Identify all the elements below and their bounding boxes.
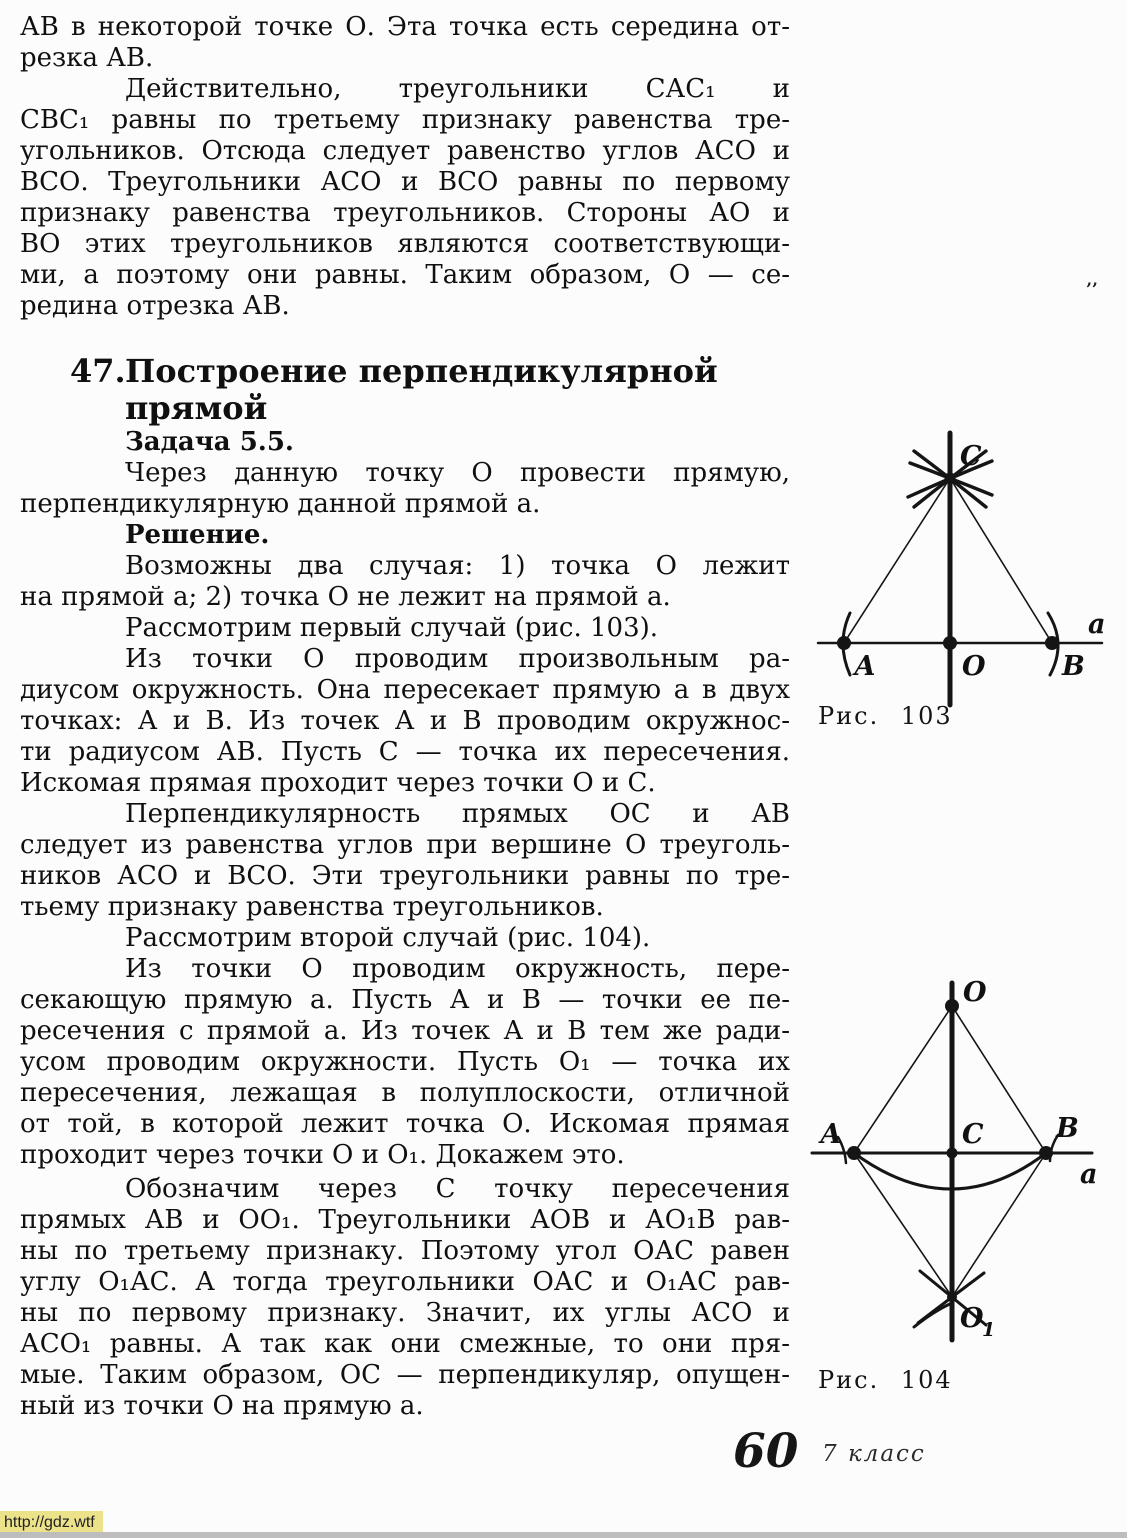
figure-104-drawing bbox=[800, 975, 1100, 1350]
point-o-dot bbox=[943, 636, 957, 650]
figure-103-caption: Рис. 103 bbox=[818, 702, 953, 730]
label-o: О bbox=[963, 977, 987, 1008]
label-c: С bbox=[960, 441, 982, 472]
point-c-dot bbox=[947, 1148, 958, 1159]
text-line: Решение. bbox=[125, 520, 270, 550]
segment-bo1 bbox=[952, 1153, 1046, 1297]
text-line: проходит через точки О и О₁. Докажем это. bbox=[20, 1140, 625, 1170]
scan-artifact-marks: ’’ bbox=[1086, 280, 1098, 300]
text-line: ны по третьему признаку. Поэтому угол ОАС равен bbox=[20, 1236, 790, 1266]
watermark-url: http://gdz.wtf bbox=[0, 1511, 103, 1536]
point-a-dot bbox=[837, 636, 851, 650]
section-title-line2: прямой bbox=[125, 389, 268, 427]
page-number: 60 bbox=[733, 1424, 799, 1479]
text-line: Обозначим через С точку пересечения bbox=[125, 1174, 790, 1204]
paragraph-block-top bbox=[20, 12, 790, 322]
text-line: Задача 5.5. bbox=[125, 427, 294, 457]
text-line: прямых АВ и ОО₁. Треугольники АОВ и АО₁В рав- bbox=[20, 1205, 790, 1235]
label-line-a: а bbox=[1080, 1159, 1098, 1190]
text-line: ников АСО и ВСО. Эти треугольники равны по тре- bbox=[20, 861, 790, 891]
label-a-point: А bbox=[854, 651, 876, 682]
text-line: Перпендикулярность прямых ОС и АВ bbox=[125, 799, 790, 829]
text-line: от той, в которой лежит точка О. Искомая прямая bbox=[20, 1109, 790, 1139]
section-title-line1: Построение перпендикулярной bbox=[125, 352, 718, 390]
section-title bbox=[125, 353, 718, 427]
text-line: резка АВ. bbox=[20, 43, 154, 73]
text-line: Действительно, треугольники САС₁ и bbox=[125, 74, 790, 104]
text-line: Возможны два случая: 1) точка О лежит bbox=[125, 551, 790, 581]
text-line: АСО₁ равны. А так как они смежные, то они пря- bbox=[20, 1329, 790, 1359]
label-line-a: а bbox=[1088, 609, 1106, 640]
footer-class-label: 7 класс bbox=[822, 1441, 926, 1467]
text-line: перпендикулярную данной прямой а. bbox=[20, 489, 541, 519]
text-line: усом проводим окружности. Пусть О₁ — точка их bbox=[20, 1047, 790, 1077]
text-line: ми, а поэтому они равны. Таким образом, О — се- bbox=[20, 260, 790, 290]
figure-104 bbox=[800, 975, 1100, 1350]
text-line: Из точки О проводим произвольным ра- bbox=[125, 644, 790, 674]
text-line: Искомая прямая проходит через точки О и С. bbox=[20, 768, 656, 798]
text-line: ны по первому признаку. Значит, их углы АСО и bbox=[20, 1298, 790, 1328]
text-line: Рассмотрим второй случай (рис. 104). bbox=[125, 923, 651, 953]
label-b-point: В bbox=[1056, 1113, 1079, 1144]
point-b-dot bbox=[1045, 636, 1059, 650]
text-line: редина отрезка АВ. bbox=[20, 291, 290, 321]
text-line: ти радиусом АВ. Пусть С — точка их пересечения. bbox=[20, 737, 790, 767]
label-c: С bbox=[962, 1119, 984, 1150]
text-line: следует из равенства углов при вершине О треуголь- bbox=[20, 830, 790, 860]
text-line: Из точки О проводим окружность, пере- bbox=[125, 954, 790, 984]
text-line: диусом окружность. Она пересекает прямую а в двух bbox=[20, 675, 790, 705]
text-line: точках: А и В. Из точек А и В проводим окружнос- bbox=[20, 706, 790, 736]
text-line: ресечения с прямой а. Из точек А и В тем же ради- bbox=[20, 1016, 790, 1046]
text-line: ВСО. Треугольники АСО и ВСО равны по первому bbox=[20, 167, 790, 197]
label-a-point: А bbox=[820, 1119, 842, 1150]
text-line: Через данную точку О провести прямую, bbox=[125, 458, 790, 488]
label-o1-subscript: 1 bbox=[982, 1319, 996, 1341]
text-column bbox=[20, 12, 790, 1422]
segment-bc bbox=[950, 478, 1052, 643]
text-line: СВС₁ равны по третьему признаку равенства тре- bbox=[20, 105, 790, 135]
paragraph-block-main bbox=[20, 427, 790, 1422]
label-b-point: В bbox=[1062, 651, 1085, 682]
point-o-dot bbox=[945, 999, 959, 1013]
section-number: 47. bbox=[70, 352, 126, 390]
point-a-dot bbox=[847, 1146, 861, 1160]
text-line: угольников. Отсюда следует равенство углов АСО и bbox=[20, 136, 790, 166]
text-line: признаку равенства треугольников. Стороны АО и bbox=[20, 198, 790, 228]
point-o1-dot bbox=[947, 1292, 957, 1302]
scan-edge-strip bbox=[0, 1532, 1127, 1538]
text-line: Рассмотрим первый случай (рис. 103). bbox=[125, 613, 659, 643]
section-heading bbox=[20, 353, 790, 427]
text-line: тьему признаку равенства треугольников. bbox=[20, 892, 604, 922]
text-line: ВО этих треугольников являются соответствующи- bbox=[20, 229, 790, 259]
segment-oa bbox=[854, 1006, 952, 1153]
text-line: АВ в некоторой точке О. Эта точка есть середина от- bbox=[20, 12, 790, 42]
arc-ticks-a-b bbox=[838, 1135, 1058, 1163]
text-line: углу О₁АС. А тогда треугольники ОАС и О₁АС рав- bbox=[20, 1267, 790, 1297]
point-c-dot bbox=[945, 473, 956, 484]
figure-103 bbox=[810, 425, 1110, 725]
label-o1-base: О bbox=[960, 1303, 984, 1334]
text-line: ный из точки О на прямую а. bbox=[20, 1391, 424, 1421]
text-line: пересечения, лежащая в полуплоскости, отличной bbox=[20, 1078, 790, 1108]
figure-104-caption: Рис. 104 bbox=[818, 1366, 953, 1394]
text-line: секающую прямую а. Пусть А и В — точки ее пе- bbox=[20, 985, 790, 1015]
segment-ac bbox=[844, 478, 950, 643]
segment-ao1 bbox=[854, 1153, 952, 1297]
label-o: О bbox=[962, 651, 986, 682]
text-line: на прямой а; 2) точка О не лежит на прямой а. bbox=[20, 582, 671, 612]
figure-103-drawing bbox=[810, 425, 1110, 725]
text-line: мые. Таким образом, ОС — перпендикуляр, опущен- bbox=[20, 1360, 790, 1390]
point-b-dot bbox=[1039, 1146, 1053, 1160]
